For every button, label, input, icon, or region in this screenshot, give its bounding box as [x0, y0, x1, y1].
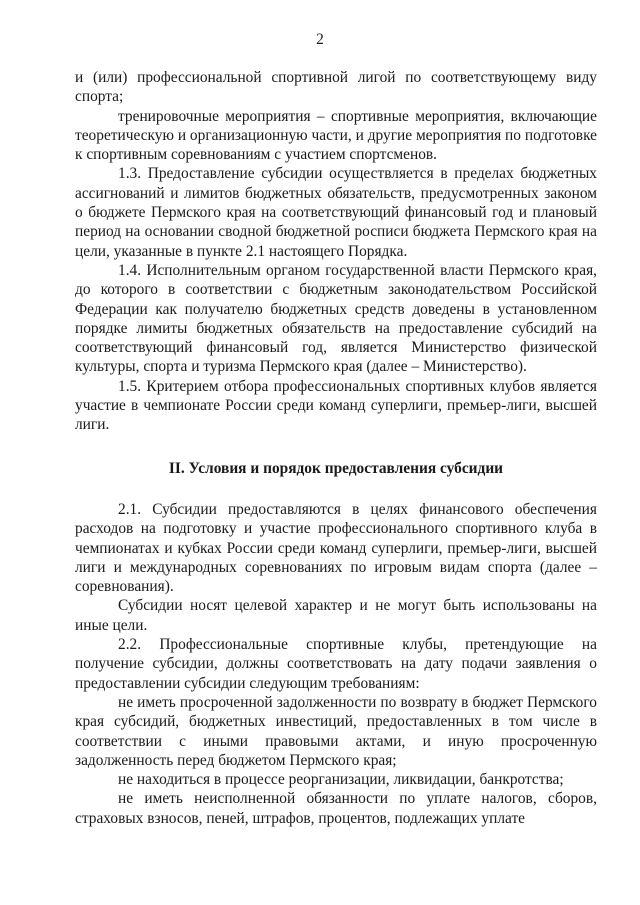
requirement-no-tax-obligation: не иметь неисполненной обязанности по уплате налогов, сборов, страховых взносов, пеней, штрафов, процентов, подлежащих уплате [75, 790, 597, 827]
paragraph-training-definition: тренировочные мероприятия – спортивные мероприятия, включающие теоретическую и организационную части, и другие мероприятия по подготовке к спортивным соревнованиям с участием спортсменов. [75, 107, 597, 164]
paragraph-2-1: 2.1. Субсидии предоставляются в целях финансового обеспечения расходов на подготовку и участие профессионального спортивного клуба в чемпионатах и кубках России среди команд суперлиги, премьер-лиги, высшей лиги и международных соревнованиях по игровым видам спорта (далее – соревнования). [75, 500, 597, 596]
paragraph-1-4: 1.4. Исполнительным органом государственной власти Пермского края, до которого в соответствии с бюджетным законодательством Российской Федерации как получателю бюджетных средств доведены в установленном порядке лимиты бюджетных обязательств на предоставление субсидий на соответствующий финансовый год, является Министерство физической культуры, спорта и туризма Пермского края (далее – Министерство). [75, 261, 597, 376]
paragraph-purpose: Субсидии носят целевой характер и не могут быть использованы на иные цели. [75, 597, 597, 634]
section-heading: II. Условия и порядок предоставления субсидии [168, 459, 504, 477]
paragraph-1-5: 1.5. Критерием отбора профессиональных спортивных клубов является участие в чемпионате России среди команд суперлиги, премьер-лиги, высшей лиги. [75, 377, 597, 434]
requirement-no-reorganization: не находиться в процессе реорганизации, ликвидации, банкротства; [118, 771, 564, 789]
paragraph-continuation: и (или) профессиональной спортивной лигой по соответствующему виду спорта; [75, 69, 597, 106]
document-body [75, 68, 597, 828]
page-number: 2 [316, 31, 324, 48]
paragraph-2-2: 2.2. Профессиональные спортивные клубы, претендующие на получение субсидии, должны соответствовать на дату подачи заявления о предоставлении субсидии следующим требованиям: [75, 636, 597, 692]
paragraph-1-3: 1.3. Предоставление субсидии осуществляется в пределах бюджетных ассигнований и лимитов бюджетных обязательств, предусмотренных законом о бюджете Пермского края на соответствующий финансовый год и плановый период на основании сводной бюджетной росписи бюджета Пермского края на цели, указанные в пункте 2.1 настоящего Порядка. [75, 165, 597, 260]
requirement-no-debt: не иметь просроченной задолженности по возврату в бюджет Пермского края субсидий, бюджетных инвестиций, предоставленных в том числе в соответствии с иными правовыми актами, и иную просроченную задолженность перед бюджетом Пермского края; [75, 693, 597, 769]
